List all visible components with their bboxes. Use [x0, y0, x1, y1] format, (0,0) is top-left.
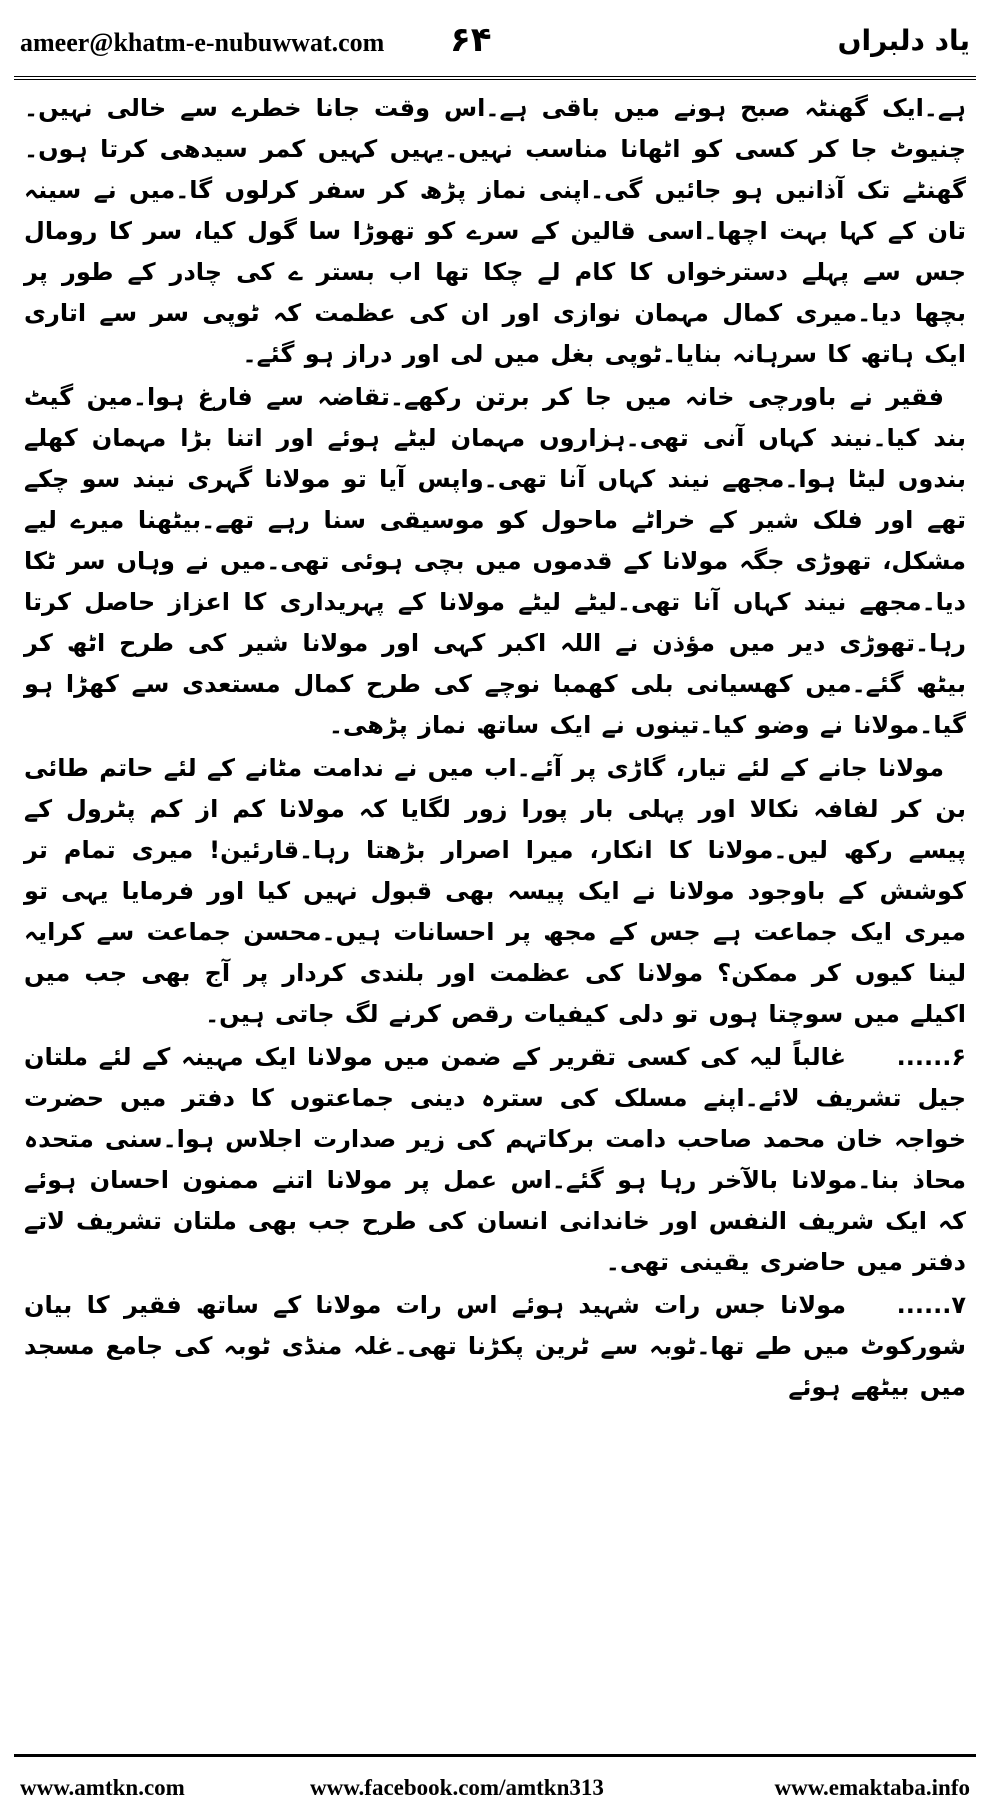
paragraph-1: ہے۔ایک گھنٹہ صبح ہونے میں باقی ہے۔اس وقت جانا خطرے سے خالی نہیں۔چنیوٹ جا کر کسی کو اٹھانا مناسب نہیں۔یہیں کہیں کمر سیدھی کرتا ہوں۔گھنٹے تک آذانیں ہو جائیں گی۔اپنی نماز پڑھ کر سفر کرلوں گا۔میں نے سینہ تان کے کہا بہت اچھا۔اسی قالین کے سرے کو تھوڑا سا گول کیا، سر کا رومال جس سے پہلے دسترخواں کا کام لے چکا تھا اب بستر ے کی چادر کے طور پر بچھا دیا۔میری کمال مہمان نوازی اور ان کی عظمت کہ ٹوپی سر سے اتاری ایک ہاتھ کا سرہانہ بنایا۔ٹوپی بغل میں لی اور دراز ہو گئے۔: [24, 94, 966, 368]
numbered-item-6: [24, 1037, 966, 1283]
footer-link-emaktaba[interactable]: www.emaktaba.info: [774, 1775, 970, 1800]
item-7-text: مولانا جس رات شہید ہوئے اس رات مولانا کے ساتھ فقیر کا بیان شورکوٹ میں طے تھا۔ٹوبہ سے ٹرین پکڑنا تھی۔غلہ منڈی ٹوبہ کی جامع مسجد میں بیٹھے ہوئے: [24, 1291, 966, 1401]
paragraph-3: مولانا جانے کے لئے تیار، گاڑی پر آئے۔اب میں نے ندامت مٹانے کے لئے حاتم طائی بن کر لفافہ نکالا اور پہلی بار پورا زور لگایا کہ مولانا کم از کم پٹرول کے پیسے رکھ لیں۔مولانا کا انکار، میرا اصرار بڑھتا رہا۔قارئین! میری تمام تر کوشش کے باوجود مولانا نے ایک پیسہ بھی قبول نہیں کیا اور فرمایا یہی تو میری ایک جماعت ہے جس کے مجھ پر احسانات ہیں۔محسن جماعت سے کرایہ لینا کیوں کر ممکن؟ مولانا کی عظمت اور بلندی کردار پر آج بھی جب میں اکیلے میں سوچتا ہوں تو دلی کیفیات رقص کرنے لگ جاتی ہیں۔: [24, 754, 966, 1028]
page-footer: [20, 1765, 970, 1801]
footer-link-facebook[interactable]: www.facebook.com/amtkn313: [310, 1775, 604, 1800]
page-number: ۶۴: [450, 20, 492, 60]
item-6-text: غالباً لیہ کی کسی تقریر کے ضمن میں مولانا ایک مہینہ کے لئے ملتان جیل تشریف لائے۔اپنے مسلک کی سترہ دینی جماعتوں کا دفتر میں حضرت خواجہ خان محمد صاحب دامت برکاتہم کی زیر صدارت اجلاس ہوا۔سنی متحدہ محاذ بنا۔مولانا بالآخر رہا ہو گئے۔اس عمل پر مولانا اتنے ممنون احسان ہوئے کہ ایک شریف النفس اور خاندانی انسان کی طرح جب بھی ملتان تشریف لاتے دفتر میں حاضری یقینی تھی۔: [24, 1043, 966, 1276]
header-rule: [14, 76, 976, 80]
paragraph-2: فقیر نے باورچی خانہ میں جا کر برتن رکھے۔تقاضہ سے فارغ ہوا۔مین گیٹ بند کیا۔نیند کہاں آنی تھی۔ہزاروں مہمان لیٹے ہوئے اور اتنا بڑا مہمان کھلے بندوں لیٹا ہوا۔مجھے نیند کہاں آنا تھی۔واپس آیا تو مولانا گہری نیند سو چکے تھے اور فلک شیر کے خراٹے ماحول کو موسیقی سنا رہے تھے۔بیٹھنا میرے لیے مشکل، تھوڑی جگہ مولانا کے قدموں میں بچی ہوئی تھی۔میں نے وہاں سر ٹکا دیا۔مجھے نیند کہاں آنا تھی۔لیٹے لیٹے مولانا کے پہریداری کا اعزاز حاصل کرتا رہا۔تھوڑی دیر میں مؤذن نے اللہ اکبر کہی اور مولانا شیر کی طرح اٹھ کر بیٹھ گئے۔میں کھسیانی بلی کھمبا نوچے کی طرح کمال مستعدی سے کھڑا ہو گیا۔مولانا نے وضو کیا۔تینوں نے ایک ساتھ نماز پڑھی۔: [24, 383, 966, 739]
footer-link-amtkn[interactable]: www.amtkn.com: [20, 1775, 185, 1800]
item-6-number: ۶......: [896, 1043, 966, 1071]
page-body: [24, 88, 966, 1745]
footer-rule: [14, 1754, 976, 1757]
book-title: یاد دلبراں: [837, 24, 970, 57]
item-7-number: ۷......: [896, 1291, 966, 1319]
page-header: [20, 14, 970, 70]
header-email: ameer@khatm-e-nubuwwat.com: [20, 28, 385, 57]
numbered-item-7: [24, 1285, 966, 1408]
